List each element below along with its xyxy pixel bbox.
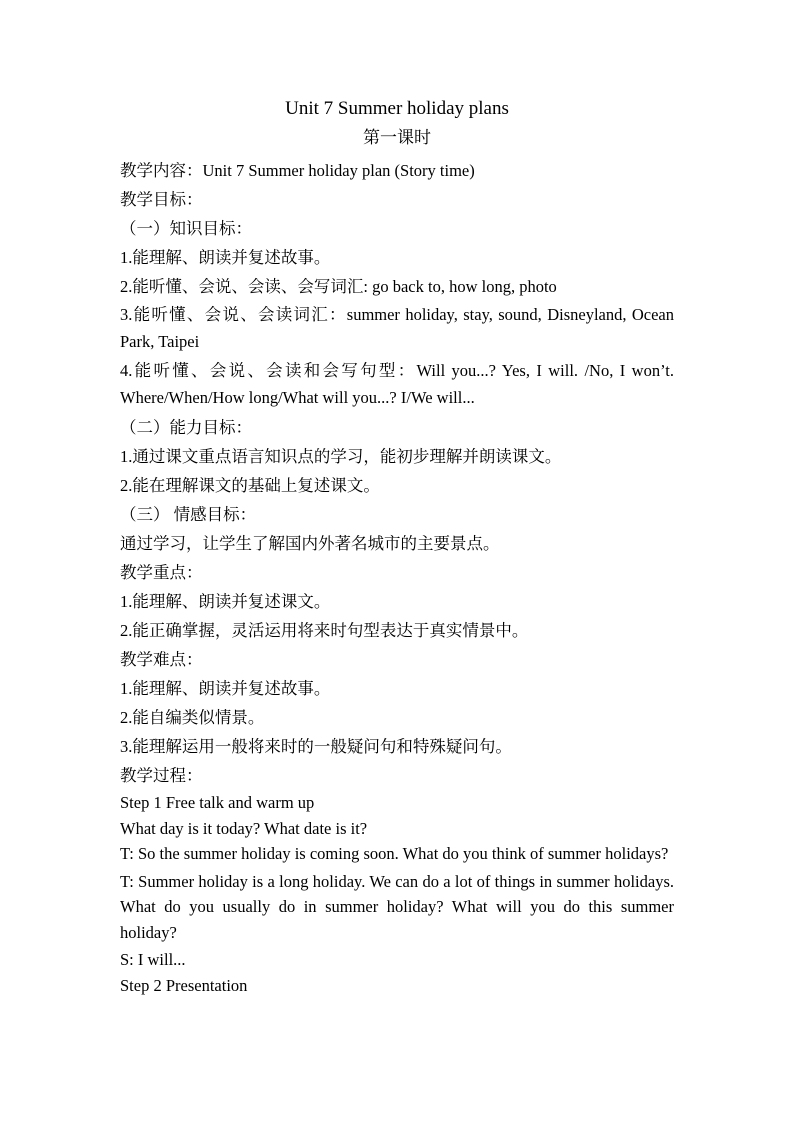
key-points-heading: 教学重点：: [120, 563, 203, 582]
teacher-line-2: T: Summer holiday is a long holiday. We can do a lot of things in summer holidays. What do you usually do in summer holiday? What will you do this summer holiday?: [120, 871, 674, 942]
key-point-1: 1.能理解、朗读并复述课文。: [120, 592, 331, 611]
knowledge-objective-3: 3.能听懂、会说、会读词汇：summer holiday, stay, sound, Disneyland, Ocean Park, Taipei: [120, 305, 674, 351]
document-page: [120, 94, 674, 998]
ability-objectives-heading: （二）能力目标：: [120, 418, 252, 437]
teacher-line-1: T: So the summer holiday is coming soon. What do you think of summer holidays?: [120, 844, 669, 863]
step-1-heading: Step 1 Free talk and warm up: [120, 793, 315, 812]
step-2-heading: Step 2 Presentation: [120, 975, 248, 995]
teaching-content: 教学内容：Unit 7 Summer holiday plan (Story time): [120, 161, 475, 180]
ability-objective-1: 1.通过课文重点语言知识点的学习，能初步理解并朗读课文。: [120, 447, 562, 466]
page-subtitle: 第一课时: [363, 128, 431, 147]
teaching-objectives-heading: 教学目标：: [120, 190, 203, 209]
step-1-question: What day is it today? What date is it?: [120, 818, 368, 838]
page-title: Unit 7 Summer holiday plans: [285, 98, 509, 119]
key-point-2: 2.能正确掌握，灵活运用将来时句型表达于真实情景中。: [120, 621, 529, 640]
difficult-point-1: 1.能理解、朗读并复述故事。: [120, 679, 331, 698]
knowledge-objective-1: 1.能理解、朗读并复述故事。: [120, 248, 331, 267]
knowledge-objective-2: 2.能听懂、会说、会读、会写词汇: go back to, how long, photo: [120, 277, 557, 296]
student-line: S: I will...: [120, 950, 186, 969]
difficult-point-2: 2.能自编类似情景。: [120, 708, 265, 727]
difficult-points-heading: 教学难点：: [120, 650, 203, 669]
ability-objective-2: 2.能在理解课文的基础上复述课文。: [120, 476, 380, 495]
difficult-point-3: 3.能理解运用一般将来时的一般疑问句和特殊疑问句。: [120, 737, 512, 756]
emotion-objective: 通过学习，让学生了解国内外著名城市的主要景点。: [120, 534, 500, 553]
emotion-objectives-heading: （三） 情感目标：: [120, 505, 257, 524]
knowledge-objective-4: 4.能听懂、会说、会读和会写句型：Will you...? Yes, I will. /No, I won’t. Where/When/How long/What will you...? I/We will...: [120, 361, 674, 407]
teaching-process-heading: 教学过程：: [120, 766, 203, 785]
knowledge-objectives-heading: （一）知识目标：: [120, 219, 252, 238]
